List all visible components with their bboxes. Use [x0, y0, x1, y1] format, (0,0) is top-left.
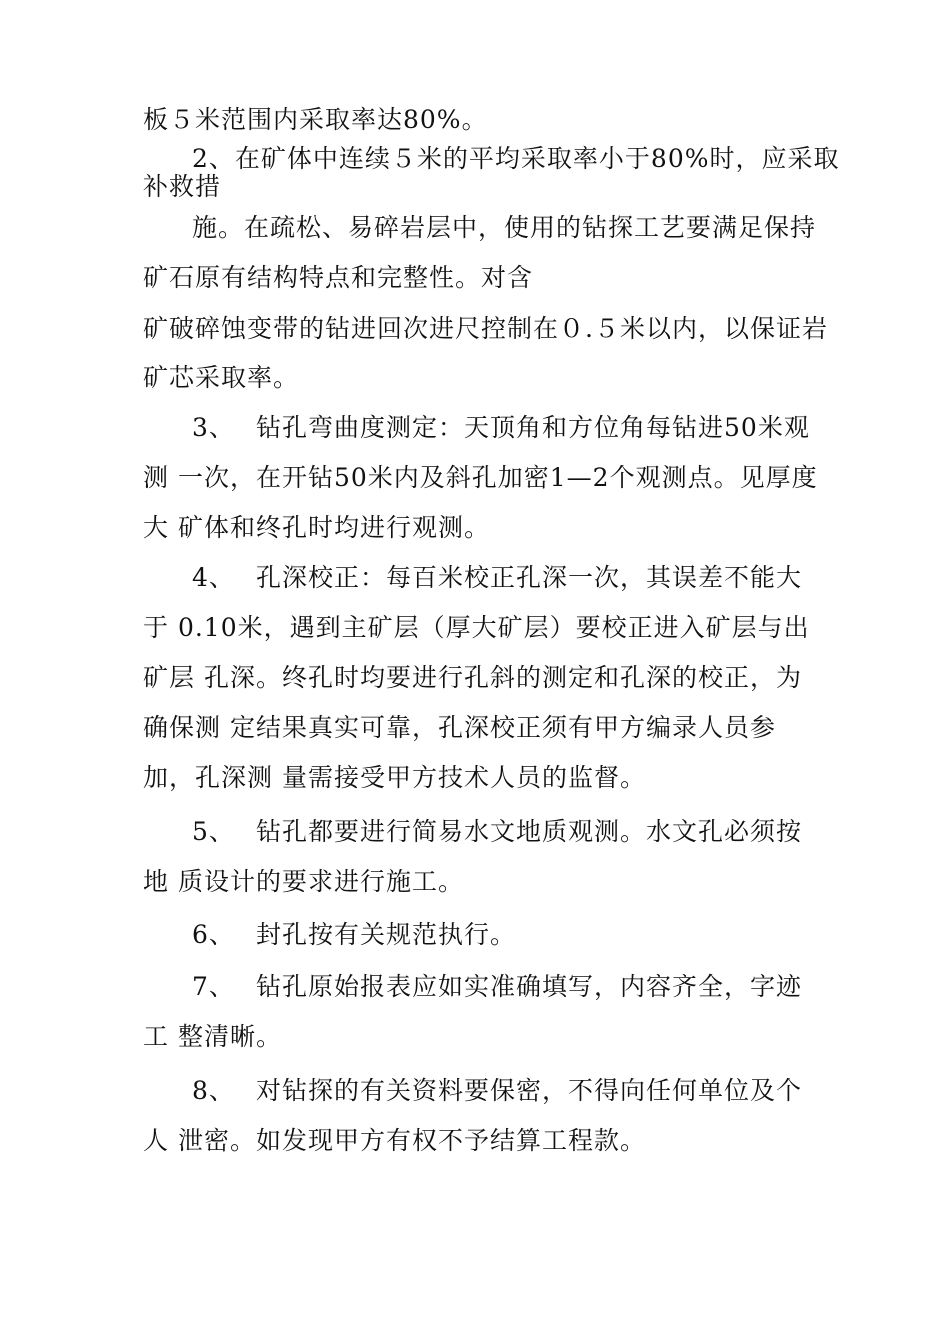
text-line: 矿芯采取率。: [143, 363, 300, 392]
item-number: 5、: [192, 817, 235, 846]
text-line: 矿石原有结构特点和完整性。对含: [143, 263, 534, 292]
text-line: 板５米范围内采取率达80%。: [143, 105, 488, 134]
paragraph-line: [192, 1076, 802, 1106]
paragraph-line: [192, 972, 802, 1002]
paragraph-line: [192, 920, 516, 950]
text-line: 大 矿体和终孔时均进行观测。: [143, 513, 490, 542]
text-line: 封孔按有关规范执行。: [256, 920, 517, 949]
item-number: 3、: [192, 413, 235, 442]
text-line: 加，孔深测 量需接受甲方技术人员的监督。: [143, 763, 646, 792]
paragraph-line: [192, 563, 802, 593]
text-line: 工 整清晰。: [143, 1022, 282, 1051]
text-line: 钻孔原始报表应如实准确填写，内容齐全，字迹: [256, 972, 803, 1001]
text-line: 钻孔都要进行简易水文地质观测。水文孔必须按: [256, 817, 803, 846]
text-line: 2、在矿体中连续５米的平均采取率小于80%时，应采取: [192, 144, 840, 173]
text-line: 于 0.10米，遇到主矿层（厚大矿层）要校正进入矿层与出: [143, 613, 810, 642]
text-line: 矿破碎蚀变带的钻进回次进尺控制在０.５米以内，以保证岩: [143, 314, 828, 343]
item-number: 8、: [192, 1076, 235, 1105]
text-line: 人 泄密。如发现甲方有权不予结算工程款。: [143, 1126, 646, 1155]
text-line: 补救措: [143, 172, 222, 201]
text-line: 矿层 孔深。终孔时均要进行孔斜的测定和孔深的校正，为: [143, 663, 802, 692]
paragraph-line: [192, 413, 810, 443]
text-line: 孔深校正：每百米校正孔深一次，其误差不能大: [256, 563, 803, 592]
item-number: 6、: [192, 920, 235, 949]
text-line: 施。在疏松、易碎岩层中，使用的钻探工艺要满足保持: [192, 213, 817, 242]
text-line: 测 一次，在开钻50米内及斜孔加密1—2个观测点。见厚度: [143, 463, 818, 492]
item-number: 7、: [192, 972, 235, 1001]
paragraph-line: [192, 817, 802, 847]
text-line: 确保测 定结果真实可靠，孔深校正须有甲方编录人员参: [143, 713, 776, 742]
text-line: 钻孔弯曲度测定：天顶角和方位角每钻进50米观: [256, 413, 810, 442]
text-line: 地 质设计的要求进行施工。: [143, 867, 464, 896]
item-number: 4、: [192, 563, 235, 592]
text-line: 对钻探的有关资料要保密，不得向任何单位及个: [256, 1076, 803, 1105]
